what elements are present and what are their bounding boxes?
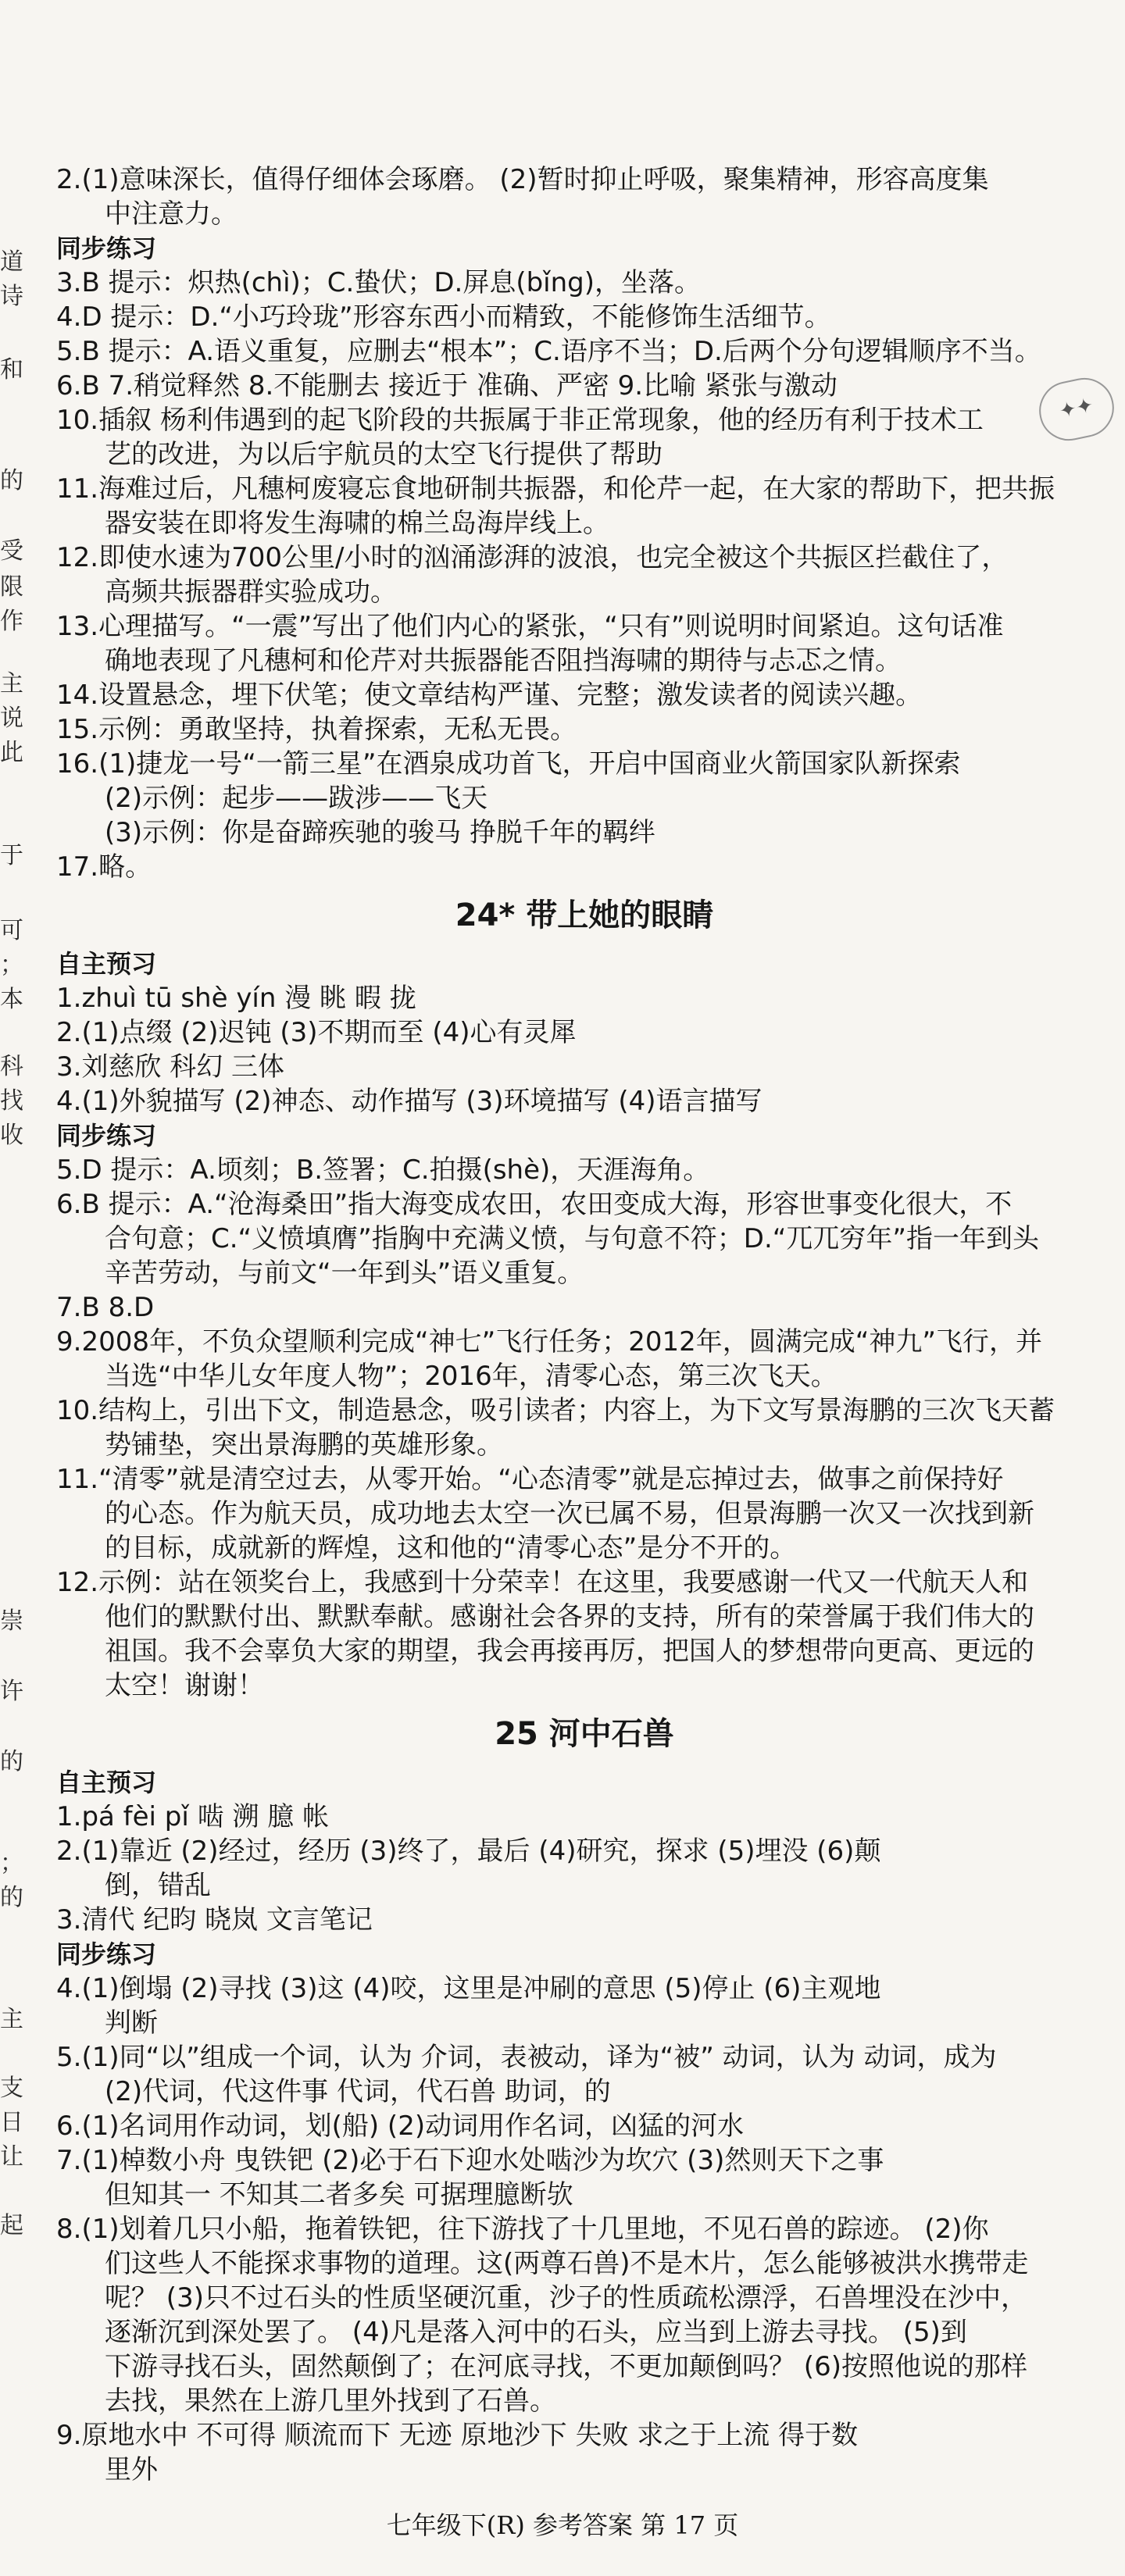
section-header: 同步练习 [56, 234, 157, 263]
answer-line: 器安装在即将发生海啸的棉兰岛海岸线上。 [105, 508, 609, 539]
answer-line: 4.(1)外貌描写 (2)神态、动作描写 (3)环境描写 (4)语言描写 [56, 1086, 762, 1117]
answer-line: 13.心理描写。“一震”写出了他们内心的紧张，“只有”则说明时间紧迫。这句话准 [56, 611, 1004, 642]
answer-line: 呢？ (3)只不过石头的性质坚硬沉重，沙子的性质疏松漂浮，石兽埋没在沙中， [105, 2282, 1027, 2314]
answer-line: 3.刘慈欣 科幻 三体 [56, 1051, 285, 1083]
answer-content [56, 162, 1112, 2487]
answer-line: 辛苦劳动，与前文“一年到头”语义重复。 [105, 1258, 584, 1289]
answer-line: 5.(1)同“以”组成一个词，认为 介词，表被动，译为“被” 动词，认为 动词，成为 [56, 2042, 997, 2073]
lesson-title: 24* 带上她的眼睛 [455, 897, 714, 933]
answer-line: 12.示例：站在领奖台上，我感到十分荣幸！在这里，我要感谢一代又一代航天人和 [56, 1567, 1029, 1598]
gutter-char: 作 [0, 608, 23, 635]
answer-line: 判断 [105, 2007, 158, 2039]
answer-line: 艺的改进，为以后宇航员的太空飞行提供了帮助 [105, 439, 662, 470]
gutter-char: 本 [0, 986, 23, 1013]
answer-line: 们这些人不能探求事物的道理。这(两尊石兽)不是木片，怎么能够被洪水携带走 [105, 2248, 1029, 2279]
answer-line: 下游寻找石头，固然颠倒了；在河底寻找，不更加颠倒吗？ (6)按照他说的那样 [105, 2351, 1027, 2382]
answer-line: 逐渐沉到深处罢了。 (4)凡是落入河中的石头，应当到上游去寻找。 (5)到 [105, 2317, 967, 2348]
answer-line: 15.示例：勇敢坚持，执着探索，无私无畏。 [56, 714, 577, 745]
answer-line: 5.D 提示：A.顷刻；B.签署；C.拍摄(shè)，天涯海角。 [56, 1154, 710, 1186]
answer-line: 3.B 提示：炽热(chì)；C.蛰伏；D.屏息(bǐng)，坐落。 [56, 267, 702, 298]
answer-line: 确地表现了凡穗柯和伦芹对共振器能否阻挡海啸的期待与忐忑之情。 [105, 645, 902, 676]
answer-line: 他们的默默付出、默默奉献。感谢社会各界的支持，所有的荣誉属于我们伟大的 [105, 1601, 1034, 1632]
answer-line: (2)示例：起步——跋涉——飞天 [105, 783, 488, 814]
stamp-mark: ✦✦ [1034, 373, 1120, 446]
answer-line: 1.zhuì tū shè yín 漫 眺 暇 拢 [56, 983, 416, 1014]
gutter-char: 让 [0, 2143, 23, 2171]
left-margin-bleed-text [0, 180, 27, 2289]
answer-line: 的目标，成就新的辉煌，这和他的“清零心态”是分不开的。 [105, 1532, 797, 1564]
gutter-char: 崇 [0, 1607, 23, 1635]
gutter-char: 说 [0, 705, 23, 732]
answer-line: 的心态。作为航天员，成功地去太空一次已属不易，但景海鹏一次又一次找到新 [105, 1498, 1034, 1529]
answer-line: (3)示例：你是奋蹄疾驰的骏马 挣脱千年的羁绊 [105, 817, 655, 848]
answer-line: 17.略。 [56, 851, 152, 883]
gutter-char: 此 [0, 739, 23, 766]
gutter-char: 限 [0, 573, 23, 601]
answer-line: 10.插叙 杨利伟遇到的起飞阶段的共振属于非正常现象，他的经历有利于技术工 [56, 405, 984, 436]
answer-line: 太空！谢谢！ [105, 1670, 264, 1701]
gutter-char: 主 [0, 670, 23, 698]
answer-line: 里外 [105, 2454, 158, 2485]
section-header: 同步练习 [56, 1121, 157, 1151]
answer-line: 10.结构上，引出下文，制造悬念，吸引读者；内容上，为下文写景海鹏的三次飞天蓄 [56, 1395, 1055, 1426]
answer-line: 1.pá fèi pǐ 啮 溯 臆 帐 [56, 1801, 330, 1832]
answer-line: 去找，果然在上游几里外找到了石兽。 [105, 2385, 556, 2417]
answer-line: 势铺垫，突出景海鹏的英雄形象。 [105, 1429, 503, 1461]
answer-line: 16.(1)捷龙一号“一箭三星”在酒泉成功首飞，开启中国商业火箭国家队新探索 [56, 748, 961, 780]
answer-line: 11.“清零”就是清空过去，从零开始。“心态清零”就是忘掉过去，做事之前保持好 [56, 1464, 1004, 1495]
answer-line: 9.2008年，不负众望顺利完成“神七”飞行任务；2012年，圆满完成“神九”飞行，并 [56, 1326, 1042, 1358]
answer-line: 4.(1)倒塌 (2)寻找 (3)这 (4)咬，这里是冲刷的意思 (5)停止 (6)主观地 [56, 1973, 881, 2004]
answer-line: 2.(1)靠近 (2)经过，经历 (3)终了，最后 (4)研究，探求 (5)埋没 (6)颠 [56, 1836, 881, 1867]
section-header: 自主预习 [56, 949, 157, 979]
gutter-char: 的 [0, 1884, 23, 1911]
answer-line: 5.B 提示：A.语义重复，应删去“根本”；C.语序不当；D.后两个分句逻辑顺序不当。 [56, 336, 1041, 367]
answer-line: 3.清代 纪昀 晓岚 文言笔记 [56, 1904, 373, 1936]
answer-line: 6.B 7.稍觉释然 8.不能删去 接近于 准确、严密 9.比喻 紧张与激动 [56, 370, 838, 401]
section-header: 同步练习 [56, 1939, 157, 1969]
gutter-char: 许 [0, 1678, 23, 1705]
answer-line: 中注意力。 [105, 198, 238, 230]
answer-line: 高频共振器群实验成功。 [105, 576, 397, 608]
gutter-char: 的 [0, 1748, 23, 1775]
answer-line: 2.(1)意味深长，值得仔细体会琢磨。 (2)暂时抑止呼吸，聚集精神，形容高度集 [56, 164, 989, 195]
answer-line: 但知其一 不知其二者多矣 可据理臆断欤 [105, 2179, 573, 2210]
answer-line: 9.原地水中 不可得 顺流而下 无迹 原地沙下 失败 求之于上流 得于数 [56, 2420, 859, 2451]
gutter-char: ； [0, 1850, 23, 1877]
gutter-char: 日 [0, 2109, 23, 2136]
section-header: 自主预习 [56, 1768, 157, 1797]
answer-line: 6.(1)名词用作动词，划(船) (2)动词用作名词，凶猛的河水 [56, 2110, 745, 2142]
lesson-title: 25 河中石兽 [495, 1716, 674, 1752]
answer-line: 14.设置悬念，埋下伏笔；使文章结构严谨、完整；激发读者的阅读兴趣。 [56, 680, 923, 711]
answer-line: 2.(1)点缀 (2)迟钝 (3)不期而至 (4)心有灵犀 [56, 1017, 577, 1048]
gutter-char: 受 [0, 537, 23, 565]
page-footer: 七年级下(R) 参考答案 第 17 页 [386, 2510, 739, 2540]
gutter-char: 主 [0, 2006, 23, 2033]
gutter-char: 道 [0, 248, 23, 276]
answer-line: 4.D 提示：D.“小巧玲珑”形容东西小而精致，不能修饰生活细节。 [56, 301, 831, 333]
answer-line: 倒，错乱 [105, 1870, 211, 1901]
gutter-char: 收 [0, 1122, 23, 1149]
answer-line: 祖国。我不会辜负大家的期望，我会再接再厉，把国人的梦想带向更高、更远的 [105, 1636, 1034, 1667]
answer-line: 合句意；C.“义愤填膺”指胸中充满义愤，与句意不符；D.“兀兀穷年”指一年到头 [105, 1223, 1039, 1254]
answer-line: (2)代词，代这件事 代词，代石兽 助词，的 [105, 2076, 611, 2107]
answer-line: 8.(1)划着几只小船，拖着铁钯，往下游找了十几里地，不见石兽的踪迹。 (2)你 [56, 2214, 989, 2245]
answer-line: 11.海难过后，凡穗柯废寝忘食地研制共振器，和伦芹一起，在大家的帮助下，把共振 [56, 473, 1055, 505]
answer-line: 7.B 8.D [56, 1292, 155, 1323]
gutter-char: 诗 [0, 283, 23, 310]
answer-line: 7.(1)棹数小舟 曳铁钯 (2)必于石下迎水处啮沙为坎穴 (3)然则天下之事 [56, 2145, 884, 2176]
gutter-char: 科 [0, 1053, 23, 1080]
gutter-char: 起 [0, 2212, 23, 2239]
gutter-char: 的 [0, 467, 23, 494]
answer-line: 12.即使水速为700公里/小时的汹涌澎湃的波浪，也完全被这个共振区拦截住了， [56, 542, 1009, 573]
gutter-char: 和 [0, 356, 23, 384]
gutter-char: 于 [0, 842, 23, 869]
answer-line: 6.B 提示：A.“沧海桑田”指大海变成农田，农田变成大海，形容世事变化很大，不 [56, 1189, 1012, 1220]
gutter-char: 找 [0, 1087, 23, 1115]
gutter-char: 支 [0, 2075, 23, 2102]
answer-line: 当选“中华儿女年度人物”；2016年，清零心态，第三次飞天。 [105, 1361, 838, 1392]
gutter-char: 可 [0, 917, 23, 944]
gutter-char: ； [0, 951, 23, 979]
